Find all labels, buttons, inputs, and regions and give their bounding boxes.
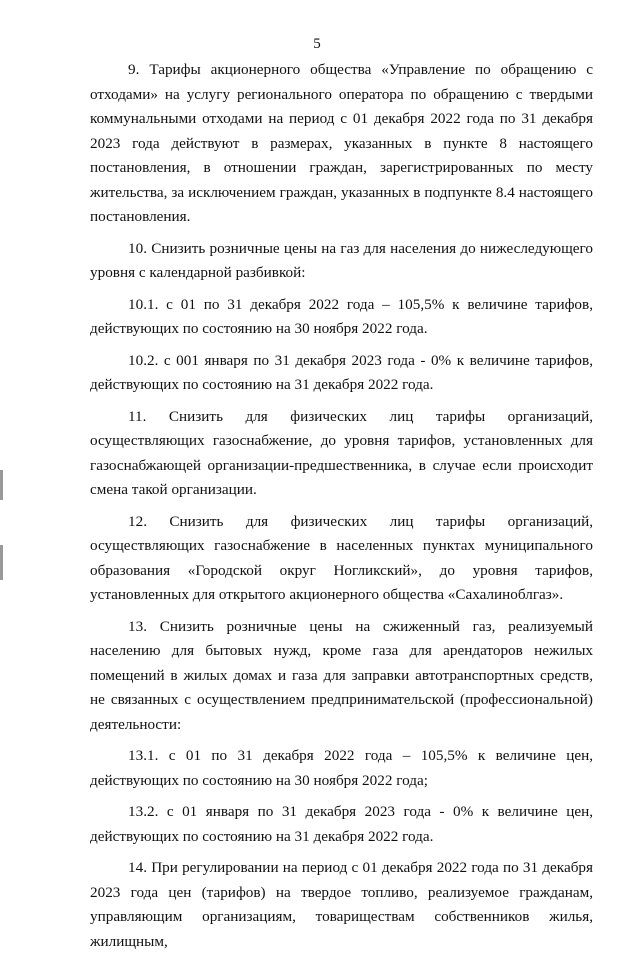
paragraph-11: 11. Снизить для физических лиц тарифы организаций, осуществляющих газоснабжение, до уровня тарифов, установленных для газоснабжающей организации-предшественника, в случае если происходит смена такой организации. [90, 407, 593, 498]
paragraph-13-2: 13.2. с 01 января по 31 декабря 2023 года - 0% к величине цен, действующих по состоянию на 31 декабря 2022 года. [90, 803, 593, 845]
scan-edge-mark [0, 470, 3, 500]
paragraph-10-2: 10.2. с 001 января по 31 декабря 2023 года - 0% к величине тарифов, действующих по состоянию на 31 декабря 2022 года. [90, 351, 593, 393]
paragraph-13-1: 13.1. с 01 по 31 декабря 2022 года – 105,5% к величине цен, действующих по состоянию на 30 ноября 2022 года; [90, 747, 593, 789]
paragraph-12: 12. Снизить для физических лиц тарифы организаций, осуществляющих газоснабжение в населенных пунктах муниципального образования «Городской округ Ногликский», до уровня тарифов, установленных для открытого акционерного общества «Сахалиноблгаз». [90, 512, 593, 603]
scan-edge-mark [0, 545, 3, 580]
paragraph-9: 9. Тарифы акционерного общества «Управление по обращению с отходами» на услугу регионального оператора по обращению с твердыми коммунальными отходами на период с 01 декабря 2022 года по 31 декабря 2023 года действуют в размерах, указанных в пункте 8 настоящего постановления, в отношении граждан, зарегистрированных по месту жительства, за исключением граждан, указанных в подпункте 8.4 настоящего постановления. [90, 61, 593, 225]
document-body [90, 58, 593, 954]
page-number: 5 [313, 36, 321, 52]
paragraph-10: 10. Снизить розничные цены на газ для населения до нижеследующего уровня с календарной разбивкой: [90, 239, 593, 281]
paragraph-10-1: 10.1. с 01 по 31 декабря 2022 года – 105,5% к величине тарифов, действующих по состоянию на 30 ноября 2022 года. [90, 295, 593, 337]
paragraph-13: 13. Снизить розничные цены на сжиженный газ, реализуемый населению для бытовых нужд, кроме газа для арендаторов нежилых помещений в жилых домах и газа для заправки автотранспортных средств, не связанных с осуществлением предпринимательской (профессиональной) деятельности: [90, 617, 593, 733]
paragraph-14: 14. При регулировании на период с 01 декабря 2022 года по 31 декабря 2023 года цен (тарифов) на твердое топливо, реализуемое гражданам, управляющим организациям, товариществам собственников жилья, жилищным, [90, 859, 593, 950]
